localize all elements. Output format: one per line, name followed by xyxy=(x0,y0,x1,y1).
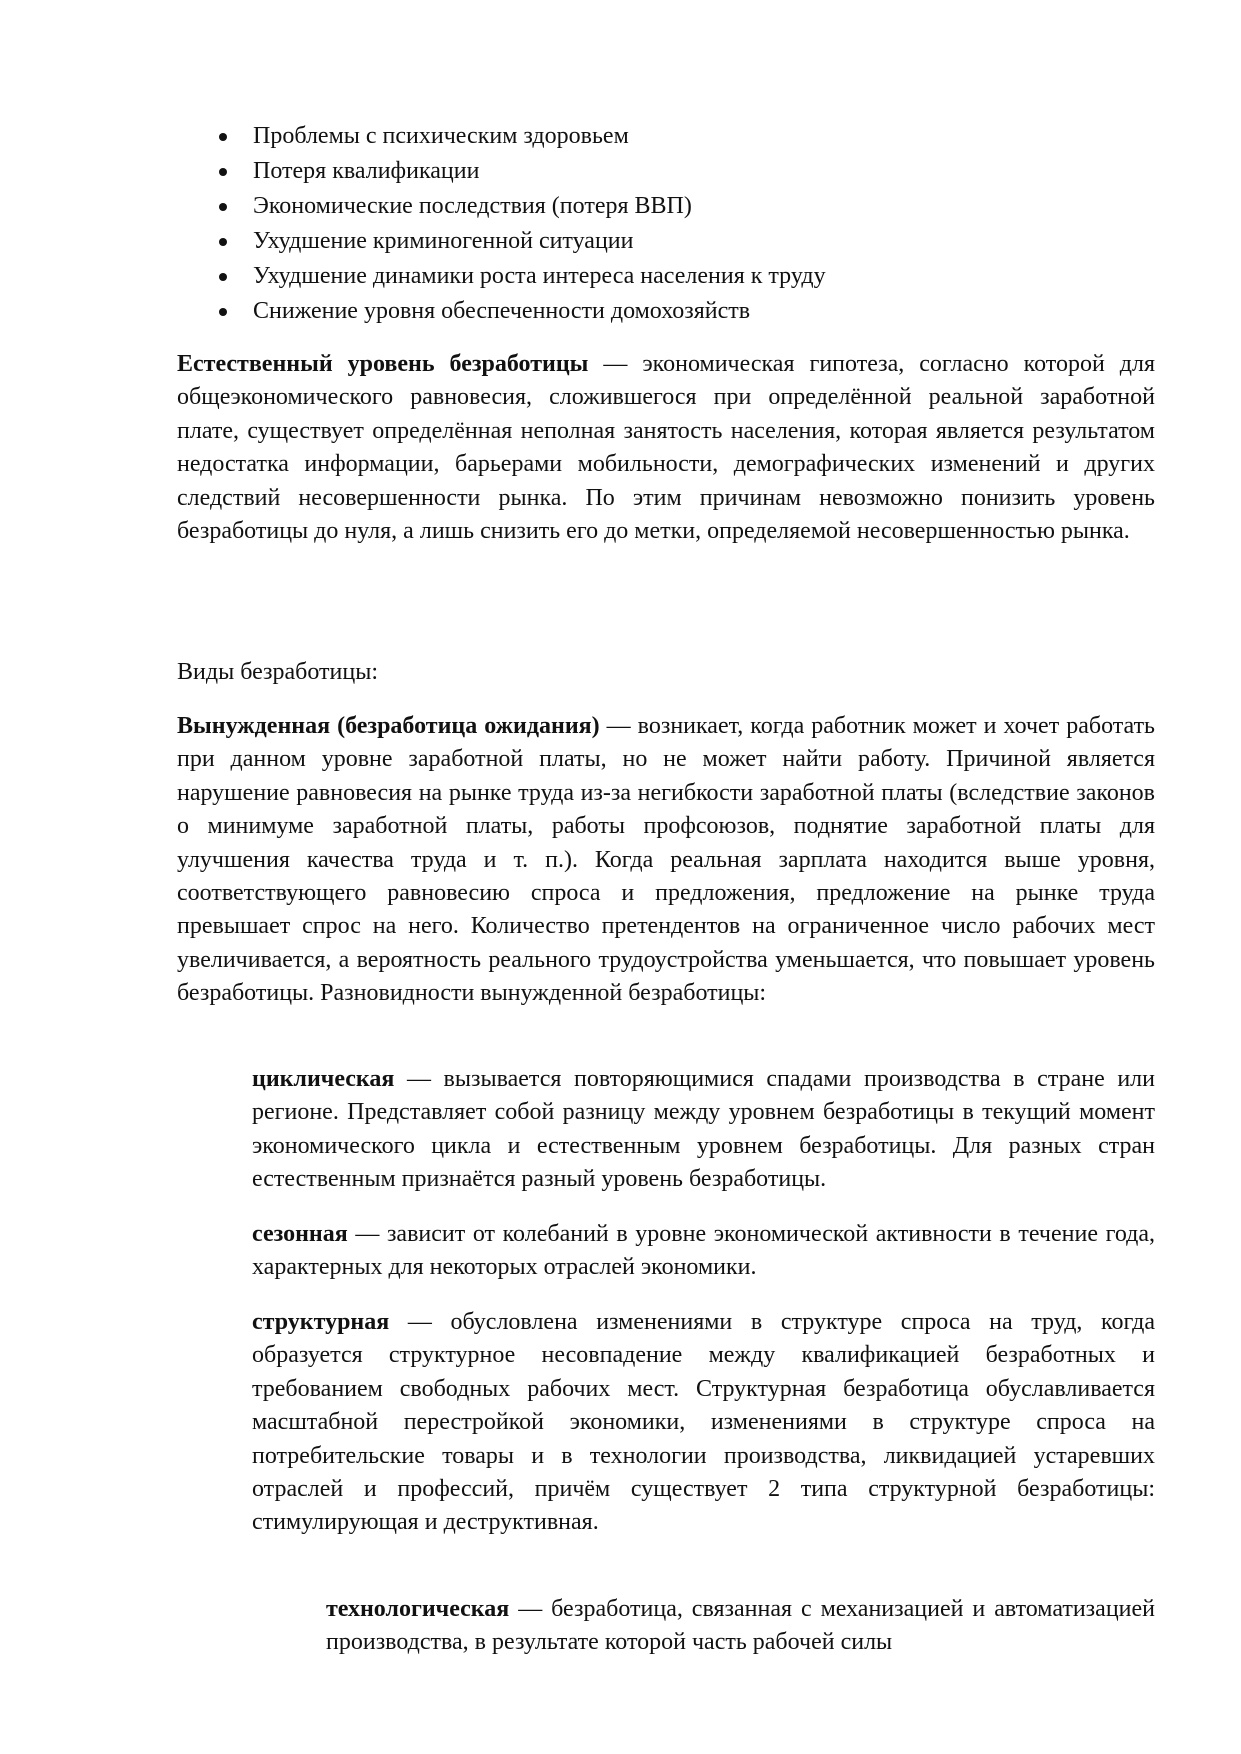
list-item xyxy=(219,119,1119,154)
bullet-icon xyxy=(219,133,227,141)
seasonal-text: — зависит от колебаний в уровне экономической активности в течение года, характерных для некоторых отраслей экономики. xyxy=(252,1221,1155,1281)
forced-unemployment-paragraph xyxy=(177,710,1155,1011)
bullet-icon xyxy=(219,273,227,281)
list-item-text: Ухудшение динамики роста интереса населения к труду xyxy=(253,263,826,289)
natural-rate-paragraph xyxy=(177,348,1155,548)
cyclical-paragraph xyxy=(252,1063,1155,1197)
structural-paragraph xyxy=(252,1306,1155,1540)
natural-rate-text: — экономическая гипотеза, согласно которой для общеэкономического равновесия, сложившегося при определённой реальной заработной плате, существует определённая неполная занятость населения, которая является результатом недостатка информации, барьерами мобильности, демографических изменений и других следствий несовершенности рынка. По этим причинам невозможно понизить уровень безработицы до нуля, а лишь снизить его до метки, определяемой несовершенностью рынка. xyxy=(177,351,1155,545)
cyclical-text: — вызывается повторяющимися спадами производства в стране или регионе. Представляет собой разницу между уровнем безработицы в текущий момент экономического цикла и естественным уровнем безработицы. Для разных стран естественным признаётся разный уровень безработицы. xyxy=(252,1066,1155,1193)
list-item xyxy=(219,154,1119,189)
structural-text: — обусловлена изменениями в структуре спроса на труд, когда образуется структурное несовпадение между квалификацией безработных и требованием свободных рабочих мест. Структурная безработица обуславливается масштабной перестройкой экономики, изменениями в структуре спроса на потребительские товары и в технологии производства, ликвидацией устаревших отраслей и профессий, причём существует 2 типа структурной безработицы: стимулирующая и деструктивная. xyxy=(252,1309,1155,1536)
list-item-text: Экономические последствия (потеря ВВП) xyxy=(253,193,692,219)
cyclical-term: циклическая xyxy=(252,1066,395,1092)
list-item-text: Снижение уровня обеспеченности домохозяйств xyxy=(253,298,751,324)
technological-term: технологическая xyxy=(326,1596,510,1622)
seasonal-term: сезонная xyxy=(252,1221,348,1247)
natural-rate-term: Естественный уровень безработицы xyxy=(177,351,589,377)
list-item-text: Ухудшение криминогенной ситуации xyxy=(253,228,634,254)
list-item-text: Проблемы с психическим здоровьем xyxy=(253,123,629,149)
forced-term: Вынужденная (безработица ожидания) xyxy=(177,713,600,739)
consequences-bullet-list xyxy=(219,119,1119,329)
bullet-icon xyxy=(219,203,227,211)
bullet-icon xyxy=(219,238,227,246)
types-heading: Виды безработицы: xyxy=(177,659,379,685)
technological-paragraph xyxy=(326,1593,1155,1660)
list-item xyxy=(219,189,1119,224)
list-item xyxy=(219,224,1119,259)
technological-text: — безработица, связанная с механизацией и автоматизацией производства, в результате которой часть рабочей силы xyxy=(326,1596,1155,1656)
bullet-icon xyxy=(219,168,227,176)
list-item xyxy=(219,259,1119,294)
bullet-icon xyxy=(219,308,227,316)
list-item xyxy=(219,294,1119,329)
list-item-text: Потеря квалификации xyxy=(253,158,480,184)
seasonal-paragraph xyxy=(252,1218,1155,1285)
structural-term: структурная xyxy=(252,1309,390,1335)
forced-text: — возникает, когда работник может и хочет работать при данном уровне заработной платы, но не может найти работу. Причиной является нарушение равновесия на рынке труда из-за негибкости заработной платы (вследствие законов о минимуме заработной платы, работы профсоюзов, поднятие заработной платы для улучшения качества труда и т. п.). Когда реальная зарплата находится выше уровня, соответствующего равновесию спроса и предложения, предложение на рынке труда превышает спрос на него. Количество претендентов на ограниченное число рабочих мест увеличивается, а вероятность реального трудоустройства уменьшается, что повышает уровень безработицы. Разновидности вынужденной безработицы: xyxy=(177,713,1155,1007)
